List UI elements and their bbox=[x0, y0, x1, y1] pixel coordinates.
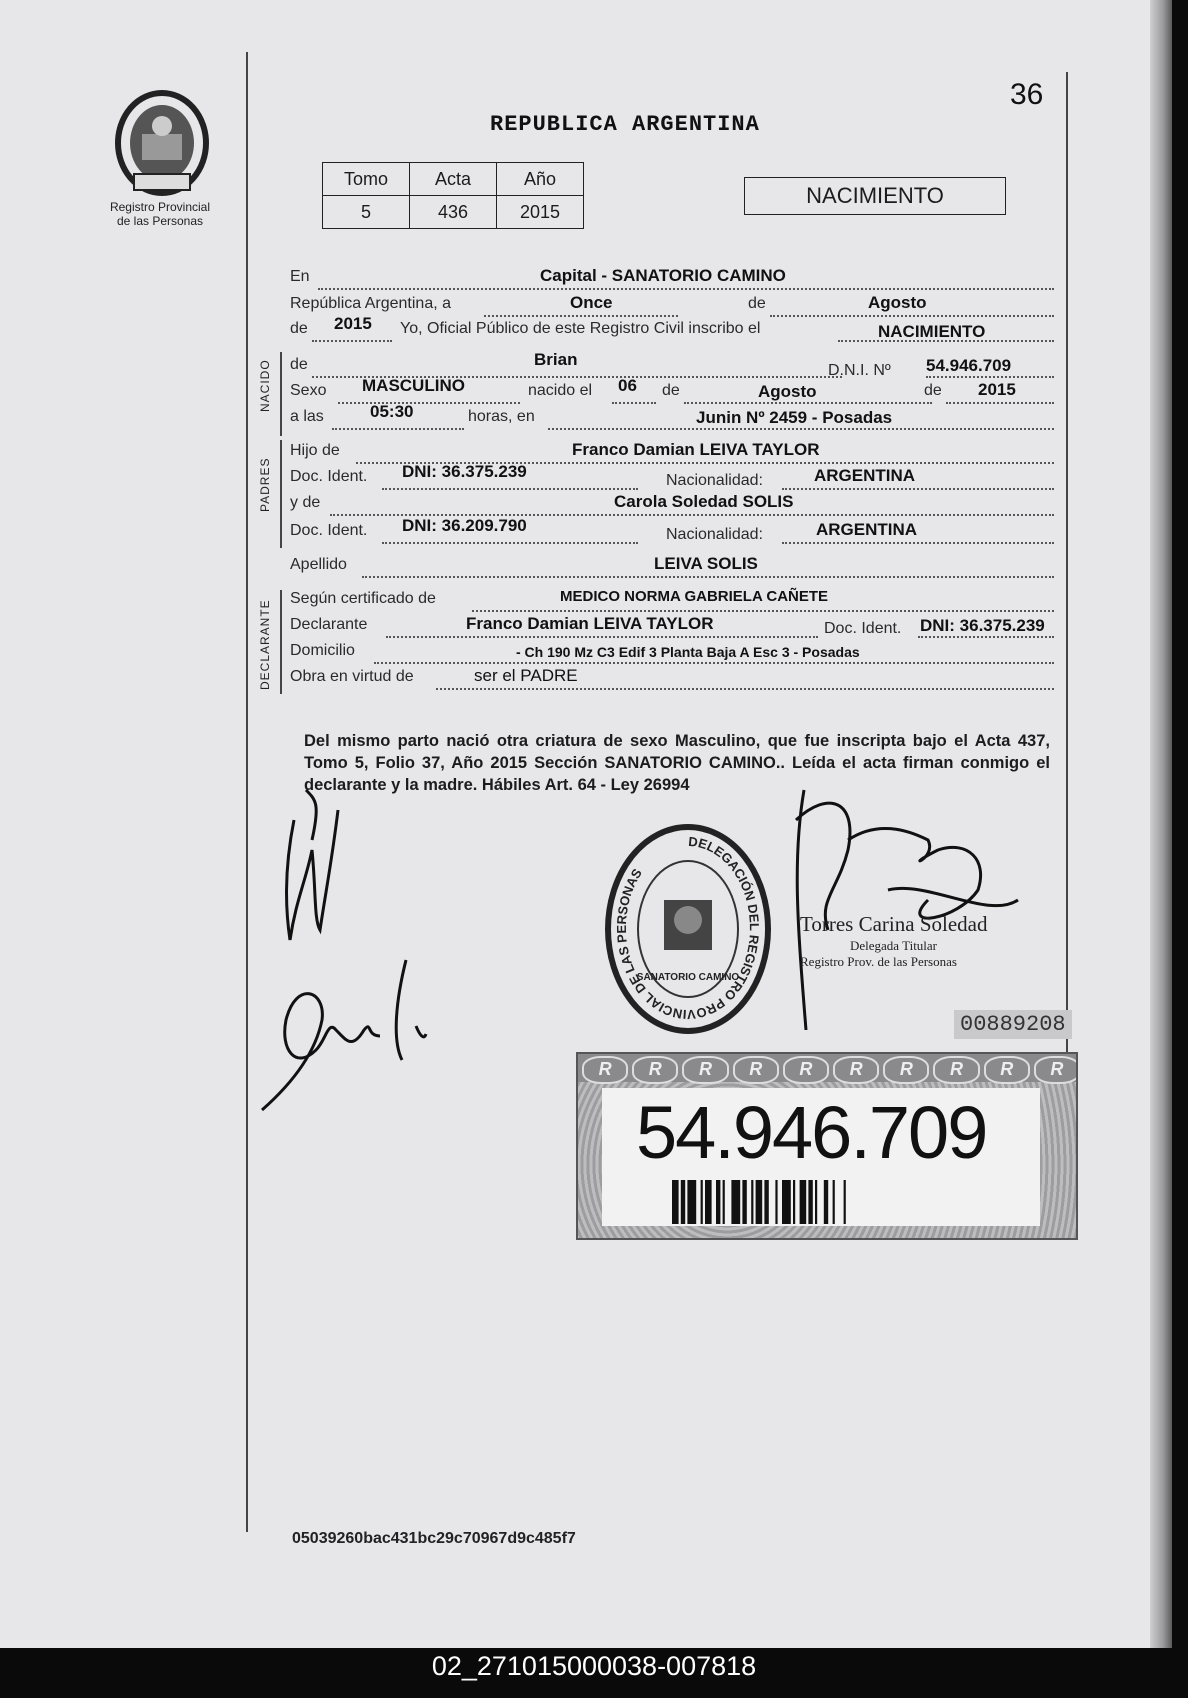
form-row-fecha bbox=[290, 293, 1054, 319]
value-doc-declarante: DNI: 36.375.239 bbox=[920, 616, 1045, 635]
label-dni: D.N.I. Nº bbox=[828, 362, 891, 379]
barcode-bar bbox=[701, 1180, 703, 1224]
form-row-domicilio bbox=[290, 640, 1054, 666]
logo-caption bbox=[90, 200, 230, 228]
barcode-bar bbox=[833, 1180, 835, 1224]
label-horas-en: horas, en bbox=[468, 408, 535, 425]
form-row-padre-doc bbox=[290, 462, 1054, 492]
form-row-declarante bbox=[290, 614, 1054, 640]
barcode-bar bbox=[764, 1180, 768, 1224]
r-mark: R bbox=[632, 1056, 678, 1084]
observaciones-note: Del mismo parto nació otra criatura de sexo Masculino, que fue inscripta bajo el Acta 437, Tomo 5, Folio 37, Año 2015 Sección SANATORIO CAMINO.. Leída el acta firman conmigo el declarante y la madre. Hábiles Art. 64 - Ley 26994 bbox=[304, 732, 1050, 794]
value-doc-madre: DNI: 36.209.790 bbox=[402, 516, 527, 535]
acta-value-tomo: 5 bbox=[323, 196, 410, 229]
control-number-stamp: 00889208 bbox=[954, 1010, 1072, 1039]
barcode-bar bbox=[751, 1180, 753, 1224]
section-label-padres: PADRES bbox=[258, 457, 272, 512]
value-obra: ser el PADRE bbox=[474, 666, 578, 685]
label-hijo-de: Hijo de bbox=[290, 442, 340, 459]
label-y-de: y de bbox=[290, 494, 321, 511]
value-madre: Carola Soledad SOLIS bbox=[614, 492, 794, 511]
value-dni: 54.946.709 bbox=[926, 356, 1012, 375]
record-type-box: NACIMIENTO bbox=[744, 177, 1006, 215]
section-line-nacido bbox=[280, 352, 282, 436]
label-nacionalidad-madre: Nacionalidad: bbox=[666, 526, 763, 543]
logo-caption-line1: Registro Provincial bbox=[109, 200, 211, 214]
form-row-anio bbox=[290, 314, 1054, 344]
label-apellido: Apellido bbox=[290, 556, 347, 573]
form-row-apellido bbox=[290, 554, 1054, 580]
label-obra: Obra en virtud de bbox=[290, 668, 414, 685]
form-row-lugar bbox=[290, 266, 1054, 292]
section-label-nacido: NACIDO bbox=[258, 359, 272, 412]
label-nacionalidad-padre: Nacionalidad: bbox=[666, 472, 763, 489]
value-dia-letras: Once bbox=[570, 293, 613, 312]
acta-table bbox=[322, 162, 584, 229]
value-nombre: Brian bbox=[534, 350, 578, 369]
r-mark: R bbox=[984, 1056, 1030, 1084]
barcode-bar bbox=[681, 1180, 685, 1224]
barcode-bar bbox=[731, 1180, 740, 1224]
acta-value-anio: 2015 bbox=[497, 196, 584, 229]
form-row-hora bbox=[290, 402, 1054, 432]
label-de-mes-nacimiento: de bbox=[662, 382, 680, 399]
label-a-las: a las bbox=[290, 408, 324, 425]
barcode bbox=[672, 1180, 972, 1224]
barcode-bar bbox=[687, 1180, 696, 1224]
value-nacionalidad-padre: ARGENTINA bbox=[814, 466, 916, 485]
right-margin-line bbox=[1066, 72, 1068, 1072]
barcode-bar bbox=[775, 1180, 777, 1224]
barcode-bar bbox=[705, 1180, 712, 1224]
registrar-signature bbox=[788, 780, 1028, 1030]
label-sexo: Sexo bbox=[290, 382, 327, 399]
label-declarante: Declarante bbox=[290, 616, 368, 633]
value-sexo: MASCULINO bbox=[362, 376, 465, 395]
value-apellido: LEIVA SOLIS bbox=[654, 554, 758, 573]
r-mark: R bbox=[783, 1056, 829, 1084]
page-edge bbox=[1150, 0, 1172, 1648]
value-anio: 2015 bbox=[334, 314, 372, 333]
barcode-bar bbox=[672, 1180, 679, 1224]
barcode-bar bbox=[824, 1180, 828, 1224]
logo-caption-line2: de las Personas bbox=[116, 214, 204, 228]
barcode-bar bbox=[808, 1180, 812, 1224]
left-margin-line bbox=[246, 52, 248, 1532]
value-certificado: MEDICO NORMA GABRIELA CAÑETE bbox=[560, 588, 829, 605]
barcode-bar bbox=[742, 1180, 746, 1224]
label-domicilio: Domicilio bbox=[290, 642, 355, 659]
label-white-area bbox=[602, 1088, 1040, 1226]
province-coat-of-arms-logo bbox=[112, 88, 212, 198]
value-mes: Agosto bbox=[868, 293, 927, 312]
value-declarante: Franco Damian LEIVA TAYLOR bbox=[466, 614, 714, 633]
acta-header-tomo: Tomo bbox=[323, 163, 410, 196]
seal-inner-text: SANATORIO CAMINO bbox=[636, 972, 740, 983]
value-nacionalidad-madre: ARGENTINA bbox=[816, 520, 918, 539]
barcode-bar bbox=[716, 1180, 720, 1224]
section-label-declarante: DECLARANTE bbox=[258, 599, 272, 690]
registrar-name: Torres Carina Soledad bbox=[800, 912, 988, 936]
section-line-declarante bbox=[280, 590, 282, 694]
dni-security-label bbox=[576, 1052, 1078, 1240]
barcode-bar bbox=[723, 1180, 725, 1224]
acta-table-header-row bbox=[323, 163, 584, 196]
r-mark: R bbox=[1034, 1056, 1078, 1084]
label-dni-number: 54.946.709 bbox=[636, 1091, 987, 1174]
value-mes-nacimiento: Agosto bbox=[758, 382, 817, 401]
barcode-bar bbox=[815, 1180, 817, 1224]
form-row-certificado bbox=[290, 588, 1054, 614]
acta-header-anio: Año bbox=[497, 163, 584, 196]
label-de-nombre: de bbox=[290, 356, 308, 373]
value-lugar: Capital - SANATORIO CAMINO bbox=[540, 266, 786, 285]
label-nacido-el: nacido el bbox=[528, 382, 593, 399]
scan-footer-id: 02_271015000038-007818 bbox=[431, 1651, 757, 1681]
acta-table-value-row bbox=[323, 196, 584, 229]
r-mark: R bbox=[933, 1056, 979, 1084]
form-row-madre-doc bbox=[290, 516, 1054, 546]
label-doc-declarante: Doc. Ident. bbox=[824, 620, 902, 637]
r-mark: R bbox=[833, 1056, 879, 1084]
barcode-bar bbox=[844, 1180, 846, 1224]
label-inscribo: Yo, Oficial Público de este Registro Civil inscribo el bbox=[400, 320, 761, 337]
r-mark: R bbox=[682, 1056, 728, 1084]
r-mark: R bbox=[733, 1056, 779, 1084]
label-de-anio-nacimiento: de bbox=[924, 382, 942, 399]
registrar-office: Registro Prov. de las Personas bbox=[800, 954, 957, 969]
value-acto: NACIMIENTO bbox=[878, 322, 986, 341]
value-hora: 05:30 bbox=[370, 402, 414, 421]
label-de-anio: de bbox=[290, 320, 308, 337]
seal-ring-text: DELEGACIÓN DEL REGISTRO PROVINCIAL DE LAS PERSONAS bbox=[613, 833, 762, 1023]
form-row-madre bbox=[290, 492, 1054, 518]
barcode-bar bbox=[793, 1180, 795, 1224]
value-anio-nacimiento: 2015 bbox=[978, 380, 1016, 399]
value-doc-padre: DNI: 36.375.239 bbox=[402, 462, 527, 481]
label-republica: República Argentina, a bbox=[290, 295, 451, 312]
document-hash: 05039260bac431bc29c70967d9c485f7 bbox=[292, 1530, 576, 1547]
r-mark: R bbox=[883, 1056, 929, 1084]
barcode-bar bbox=[782, 1180, 791, 1224]
label-en: En bbox=[290, 268, 310, 285]
acta-header-acta: Acta bbox=[410, 163, 497, 196]
section-line-padres bbox=[280, 440, 282, 548]
label-de-mes: de bbox=[748, 295, 766, 312]
label-doc-madre: Doc. Ident. bbox=[290, 522, 368, 539]
barcode-bar bbox=[800, 1180, 807, 1224]
value-lugar-nacimiento: Junin Nº 2459 - Posadas bbox=[696, 408, 893, 427]
value-domicilio: - Ch 190 Mz C3 Edif 3 Planta Baja A Esc 3 - Posadas bbox=[516, 644, 860, 660]
barcode-bar bbox=[756, 1180, 763, 1224]
registry-seal-stamp bbox=[602, 820, 774, 1038]
mother-signature bbox=[256, 940, 436, 1120]
r-mark: R bbox=[582, 1056, 628, 1084]
label-doc-padre: Doc. Ident. bbox=[290, 468, 368, 485]
value-padre: Franco Damian LEIVA TAYLOR bbox=[572, 440, 820, 459]
form-row-obra bbox=[290, 666, 1054, 692]
acta-value-acta: 436 bbox=[410, 196, 497, 229]
document-title: REPUBLICA ARGENTINA bbox=[490, 112, 760, 137]
security-r-pattern bbox=[578, 1054, 1078, 1082]
registrar-title: Delegada Titular bbox=[850, 938, 938, 953]
page-number: 36 bbox=[1010, 78, 1044, 111]
label-certificado: Según certificado de bbox=[290, 590, 436, 607]
value-dia-nacimiento: 06 bbox=[618, 376, 637, 395]
